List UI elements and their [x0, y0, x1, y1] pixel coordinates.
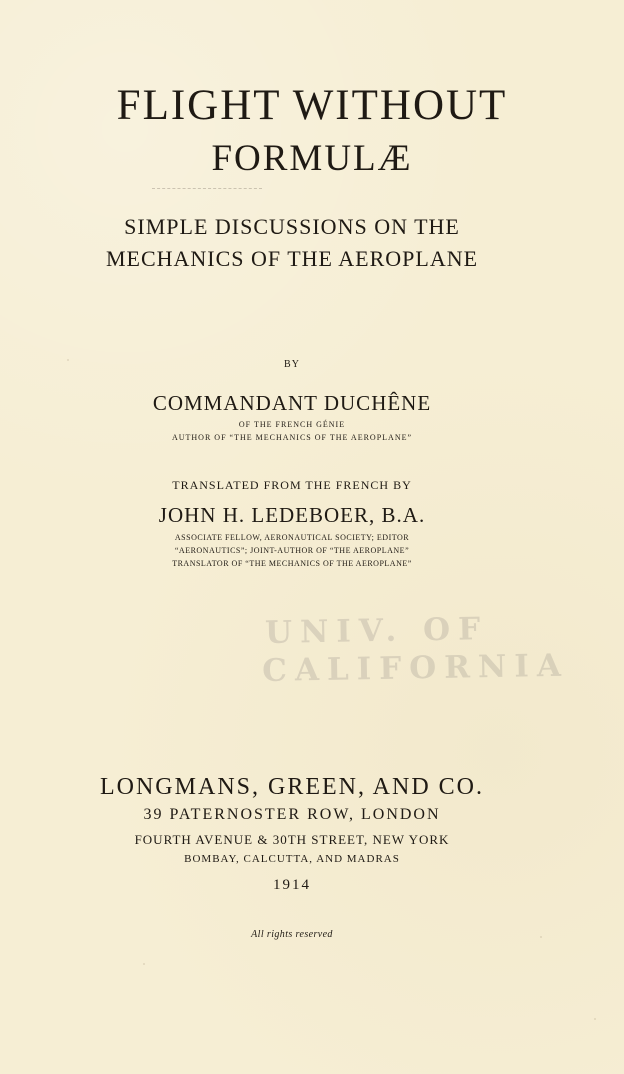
translated-label: TRANSLATED FROM THE FRENCH BY — [172, 478, 412, 492]
translator-note-3: TRANSLATOR OF “THE MECHANICS OF THE AEROPLANE” — [172, 559, 412, 568]
paper-speck — [594, 1018, 596, 1020]
translator-note-1: ASSOCIATE FELLOW, AERONAUTICAL SOCIETY; EDITOR — [174, 533, 410, 542]
book-title-line-1: FLIGHT WITHOUT — [116, 82, 508, 129]
address-line-1: 39 PATERNOSTER ROW, LONDON — [143, 806, 441, 823]
paper-speck — [540, 936, 542, 938]
address-line-3: BOMBAY, CALCUTTA, AND MADRAS — [184, 853, 400, 865]
translator-name: JOHN H. LEDEBOER, B.A. — [158, 503, 426, 527]
stamp-line-2: CALIFORNIA — [261, 647, 570, 690]
publication-year: 1914 — [273, 877, 311, 893]
author-name: COMMANDANT DUCHÊNE — [152, 391, 432, 415]
author-note-2: AUTHOR OF “THE MECHANICS OF THE AEROPLANE” — [171, 433, 413, 442]
paper-speck — [67, 359, 69, 361]
library-stamp — [261, 610, 570, 702]
by-label: BY — [284, 359, 300, 370]
subtitle-line-1: SIMPLE DISCUSSIONS ON THE — [124, 214, 460, 239]
paper-speck — [143, 963, 145, 965]
book-title-line-2: FORMULÆ — [211, 138, 413, 179]
address-line-2: FOURTH AVENUE & 30TH STREET, NEW YORK — [134, 832, 450, 847]
subtitle-line-2: MECHANICS OF THE AEROPLANE — [105, 246, 479, 271]
rights-statement: All rights reserved — [251, 929, 333, 940]
publisher-name: LONGMANS, GREEN, AND CO. — [99, 774, 484, 800]
author-note-1: OF THE FRENCH GÉNIE — [238, 420, 346, 429]
translator-note-2: “AERONAUTICS”; JOINT-AUTHOR OF “THE AEROPLANE” — [174, 546, 410, 555]
decorative-rule — [152, 188, 262, 191]
stamp-line-1: UNIV. OF — [264, 611, 489, 651]
